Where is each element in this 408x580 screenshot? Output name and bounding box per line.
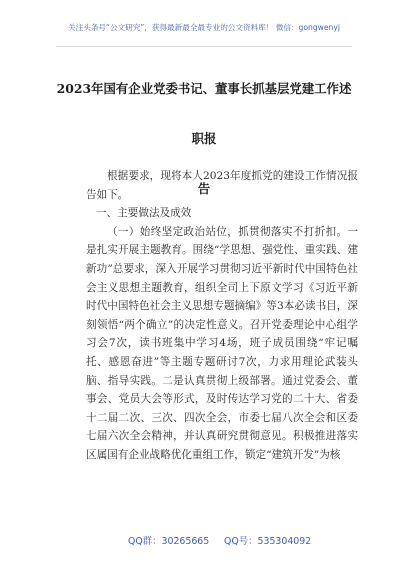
- intro-paragraph: 根据要求，现将本人2023年度抓党的建设工作情况报告如下。: [86, 170, 358, 201]
- title-line-1: 2023年国有企业党委书记、董事长抓基层党建工作述职报: [56, 81, 352, 146]
- document-body: [86, 167, 358, 465]
- section-heading: 一、主要做法及成效: [96, 207, 192, 220]
- header-divider: [56, 46, 352, 47]
- body-paragraph: （一）始终坚定政治站位，抓贯彻落实不打折扣。一是扎实开展主题教育。围绕“学思想、强党性、重实践、建新功”总要求，深入开展学习贯彻习近平新时代中国特色社会主义思想主题教育，组织全司上下原文学习《习近平新时代中国特色社会主义思想专题摘编》等3本必读书目，深刻领悟“两个确立”的决定性意义。召开党委理论中心组学习会7次，读书班集中学习4场，班子成员围绕“牢记嘱托、感恩奋进”等主题专题研讨7次，力求用理论武装头脑、指导实践。二是认真贯彻上级部署。通过党委会、董事会、党员大会等形式，及时传达学习党的二十大、省委十二届二次、三次、四次全会，市委七届八次全会和区委七届六次全会精神，并认真研究贯彻意见。积极推进落实区属国有企业战略优化重组工作，锁定“建筑开发”为核: [86, 225, 358, 461]
- title-line-2: 告: [197, 181, 211, 196]
- qq-number-link[interactable]: QQ号：535304092: [224, 536, 312, 547]
- qq-group-link[interactable]: QQ群：30265665: [128, 536, 210, 547]
- header-banner: 关注头条号“公文研究”，获得最新最全最专业的公文资料库！ 微信：gongwenyj: [68, 23, 340, 32]
